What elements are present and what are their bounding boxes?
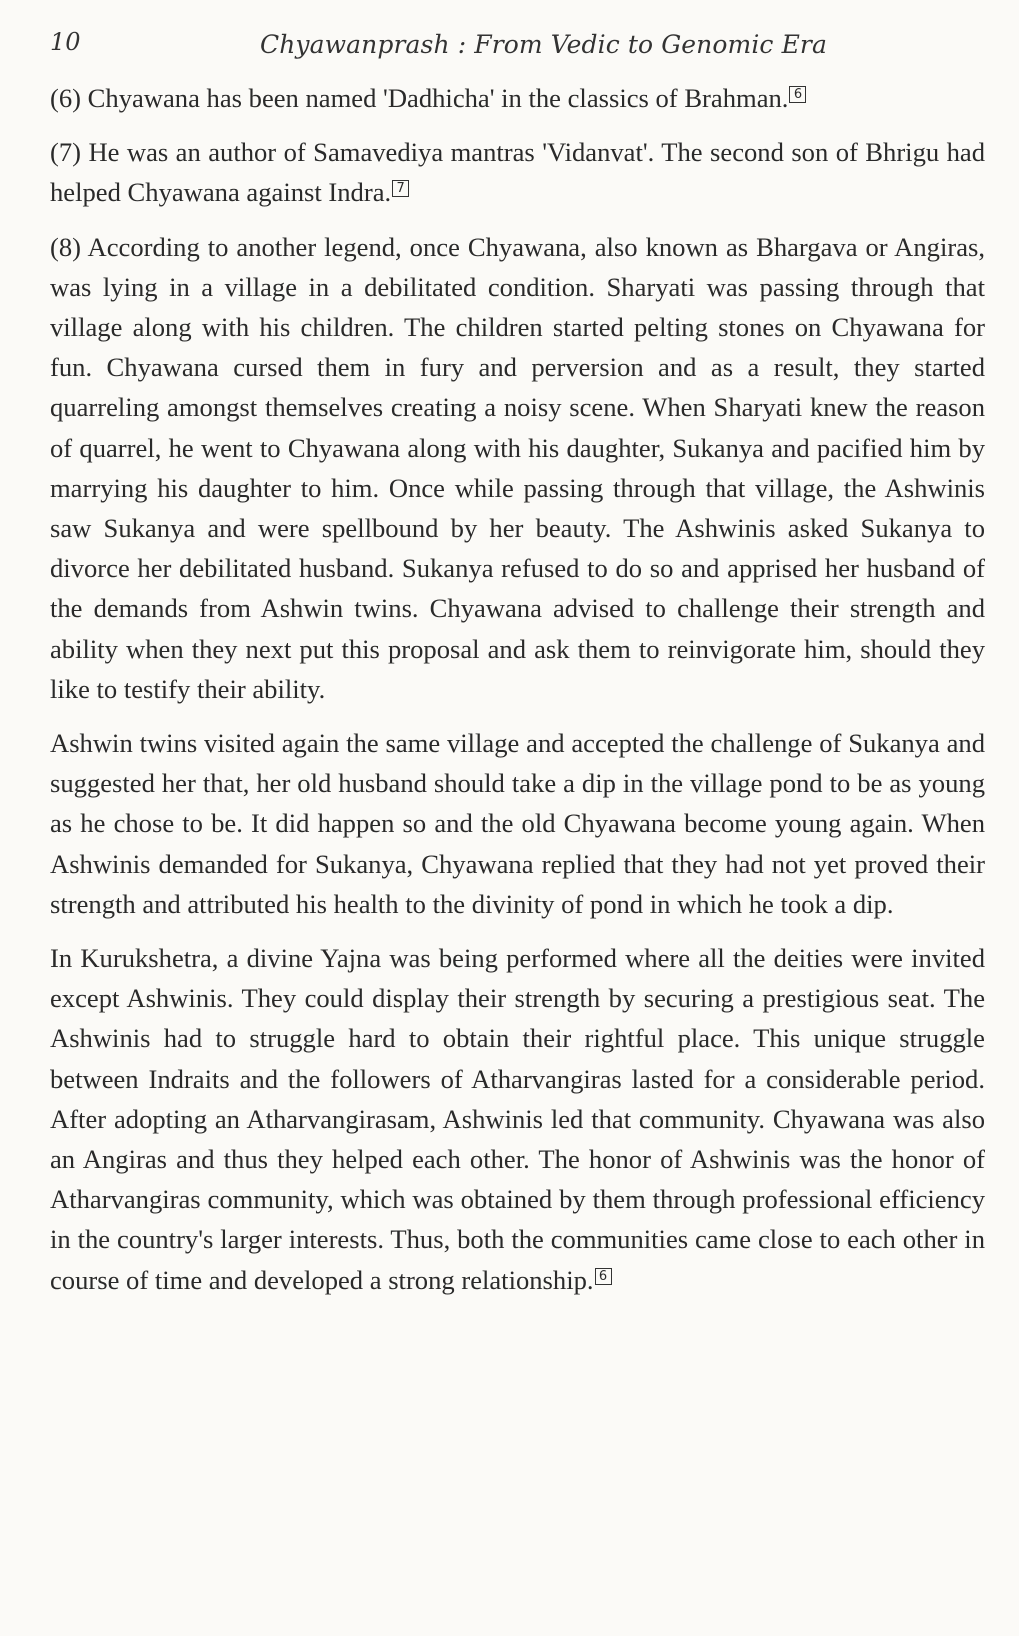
book-page <box>50 18 985 1314</box>
paragraph-ashwin-twins <box>50 723 985 924</box>
page-number: 10 <box>50 28 81 56</box>
paragraph-8 <box>50 227 985 709</box>
paragraph-text: (7) He was an author of Samavediya mantras 'Vidanvat'. The second son of Bhrigu had helped Chyawana against Indra. <box>50 137 985 208</box>
paragraph-text: In Kurukshetra, a divine Yajna was being performed where all the deities were invited except Ashwinis. They could display their strength by securing a prestigious seat. The Ashwinis had to struggle hard to obtain their rightful place. This unique struggle between Indraits and the followers of Atharvangiras lasted for a considerable period. After adopting an Atharvangirasam, Ashwinis led that community. Chyawana was also an Angiras and thus they helped each other. The honor of Ashwinis was the honor of Atharvangiras community, which was obtained by them through professional efficiency in the country's larger interests. Thus, both the communities came close to each other in course of time and developed a strong relationship. <box>50 943 985 1295</box>
paragraph-text: Ashwin twins visited again the same village and accepted the challenge of Sukanya and suggested her that, her old husband should take a dip in the village pond to be as young as he chose to be. It did happen so and the old Chyawana become young again. When Ashwinis demanded for Sukanya, Chyawana replied that they had not yet proved their strength and attributed his health to the divinity of pond in which he took a dip. <box>50 728 985 919</box>
paragraph-text: (8) According to another legend, once Chyawana, also known as Bhargava or Angiras, was lying in a village in a debilitated condition. Sharyati was passing through that village along with his children. The children started pelting stones on Chyawana for fun. Chyawana cursed them in fury and perversion and as a result, they started quarreling amongst themselves creating a noisy scene. When Sharyati knew the reason of quarrel, he went to Chyawana along with his daughter, Sukanya and pacified him by marrying his daughter to him. Once while passing through that village, the Ashwinis saw Sukanya and were spellbound by her beauty. The Ashwinis asked Sukanya to divorce her debilitated husband. Sukanya refused to do so and apprised her husband of the demands from Ashwin twins. Chyawana advised to challenge their strength and ability when they next put this proposal and ask them to reinvigorate him, should they like to testify their ability. <box>50 231 985 704</box>
page-body <box>50 78 985 1300</box>
running-title: Chyawanprash : From Vedic to Genomic Era <box>260 30 827 59</box>
footnote-reference[interactable]: 7 <box>392 180 409 197</box>
page-header <box>50 18 985 78</box>
paragraph-7 <box>50 132 985 212</box>
paragraph-kurukshetra <box>50 938 985 1300</box>
paragraph-text: (6) Chyawana has been named 'Dadhicha' in the classics of Brahman. <box>50 83 789 113</box>
paragraph-6 <box>50 78 985 118</box>
footnote-reference[interactable]: 6 <box>789 86 806 103</box>
footnote-reference[interactable]: 6 <box>595 1268 612 1285</box>
